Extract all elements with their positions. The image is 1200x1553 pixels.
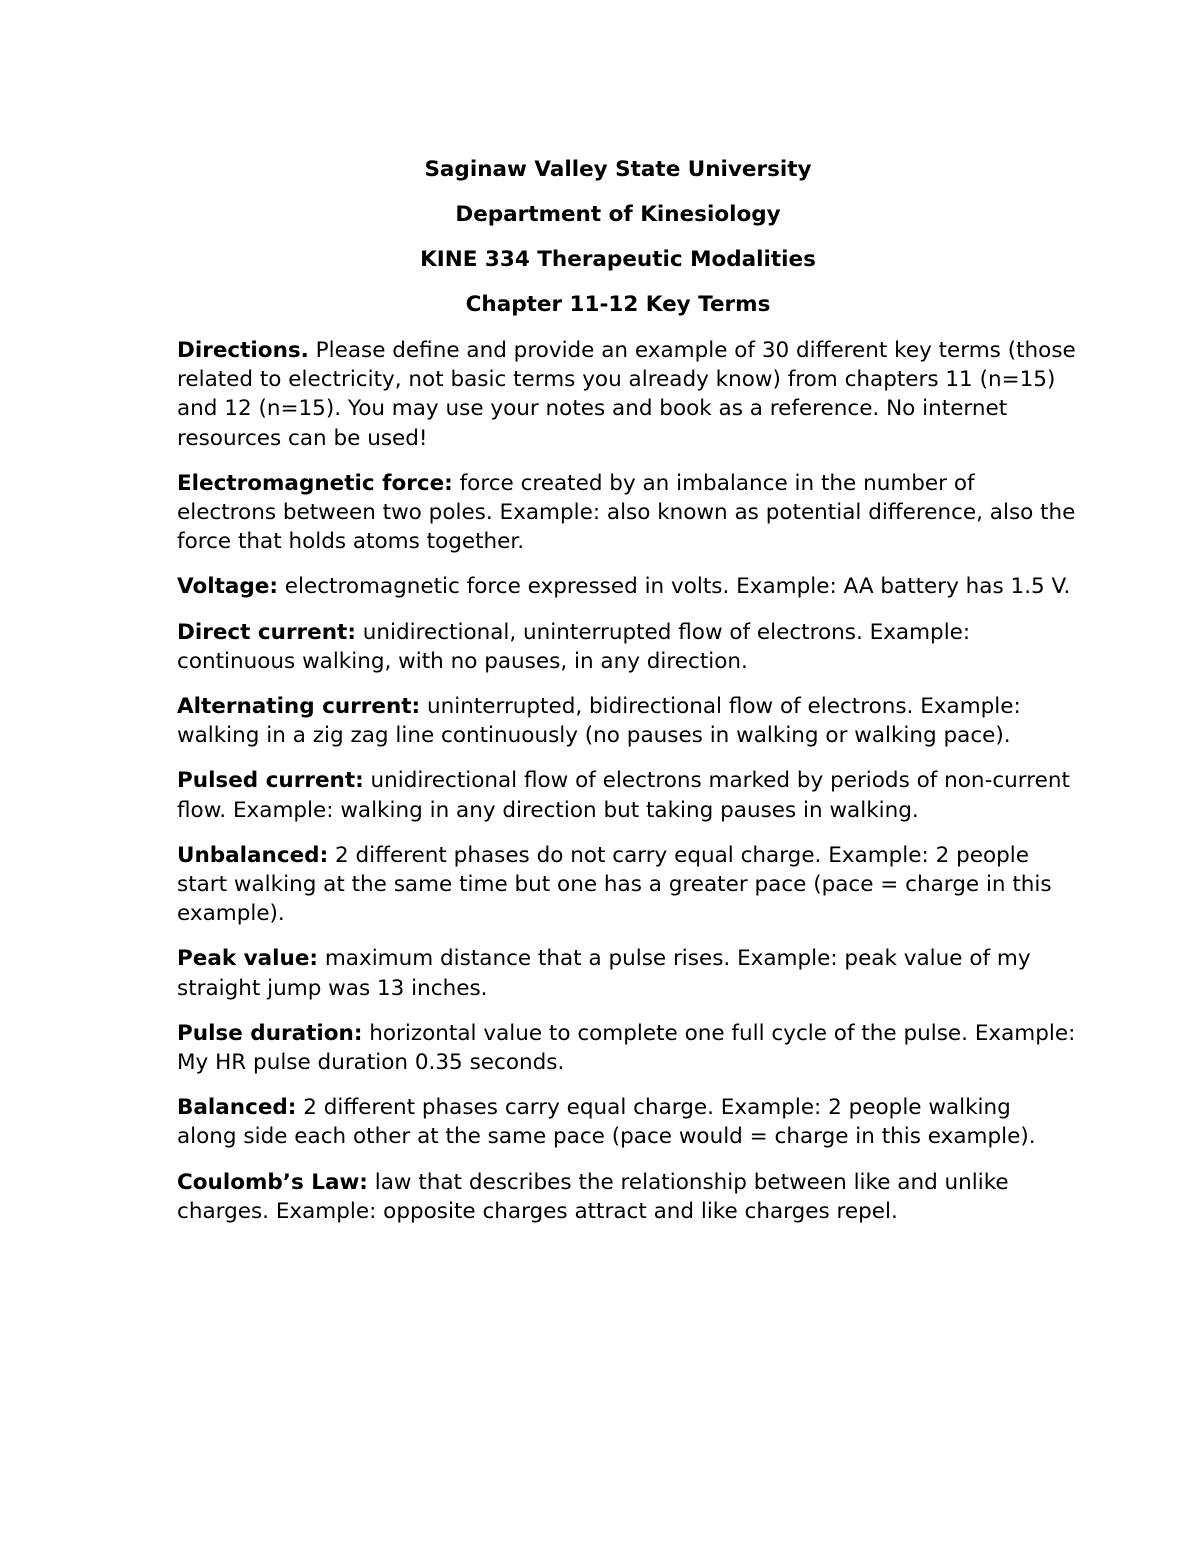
term-name: Pulse duration: bbox=[177, 1020, 363, 1046]
university-heading: Saginaw Valley State University bbox=[424, 157, 812, 182]
term-definition: force created by an imbalance in the number of electrons between two poles. Example: also known as potential difference, also the force that holds atoms together. bbox=[177, 470, 1076, 555]
department-heading: Department of Kinesiology bbox=[455, 202, 781, 227]
directions-paragraph bbox=[177, 336, 1077, 453]
term-name: Balanced: bbox=[177, 1095, 297, 1121]
term-entry bbox=[177, 1093, 1077, 1151]
term-name: Electromagnetic force: bbox=[177, 470, 453, 496]
term-definition: horizontal value to complete one full cycle of the pulse. Example: My HR pulse duration 0.35 seconds. bbox=[177, 1020, 1076, 1076]
term-entry bbox=[177, 692, 1077, 750]
term-name: Alternating current: bbox=[177, 694, 421, 720]
term-definition: 2 different phases carry equal charge. Example: 2 people walking along side each other at the same pace (pace would = charge in this example). bbox=[177, 1095, 1036, 1150]
term-entry bbox=[177, 841, 1077, 929]
term-definition: maximum distance that a pulse rises. Example: peak value of my straight jump was 13 inches. bbox=[177, 946, 1031, 1001]
term-entry bbox=[177, 944, 1077, 1002]
term-entry bbox=[177, 572, 1077, 601]
term-entry bbox=[177, 766, 1077, 824]
term-definition: law that describes the relationship between like and unlike charges. Example: opposite charges attract and like charges repel. bbox=[177, 1169, 1009, 1224]
term-entry bbox=[177, 1019, 1077, 1077]
directions-label: Directions. bbox=[177, 338, 309, 363]
term-name: Voltage: bbox=[177, 574, 278, 600]
directions-text: Please define and provide an example of 30 different key terms (those related to electricity, not basic terms you already know) from chapters 11 (n=15) and 12 (n=15). You may use your notes and book as a reference. No internet resources can be used! bbox=[177, 338, 1076, 451]
term-name: Peak value: bbox=[177, 946, 319, 972]
chapter-heading: Chapter 11-12 Key Terms bbox=[465, 292, 771, 317]
term-definition: 2 different phases do not carry equal charge. Example: 2 people start walking at the same time but one has a greater pace (pace = charge in this example). bbox=[177, 842, 1052, 927]
term-name: Coulomb’s Law: bbox=[177, 1169, 368, 1195]
term-name: Pulsed current: bbox=[177, 768, 364, 794]
document-page bbox=[177, 155, 1077, 1242]
term-definition: unidirectional flow of electrons marked by periods of non-current flow. Example: walking in any direction but taking pauses in walking. bbox=[177, 768, 1070, 823]
term-definition: unidirectional, uninterrupted flow of electrons. Example: continuous walking, with no pauses, in any direction. bbox=[177, 619, 971, 674]
term-entry bbox=[177, 1168, 1077, 1226]
term-definition: uninterrupted, bidirectional flow of electrons. Example: walking in a zig zag line continuously (no pauses in walking or walking pace). bbox=[177, 694, 1021, 749]
term-name: Direct current: bbox=[177, 619, 356, 645]
term-entry bbox=[177, 618, 1077, 676]
course-heading: KINE 334 Therapeutic Modalities bbox=[420, 247, 816, 272]
term-name: Unbalanced: bbox=[177, 842, 329, 868]
term-definition: electromagnetic force expressed in volts. Example: AA battery has 1.5 V. bbox=[277, 574, 1071, 600]
term-entry bbox=[177, 469, 1077, 557]
